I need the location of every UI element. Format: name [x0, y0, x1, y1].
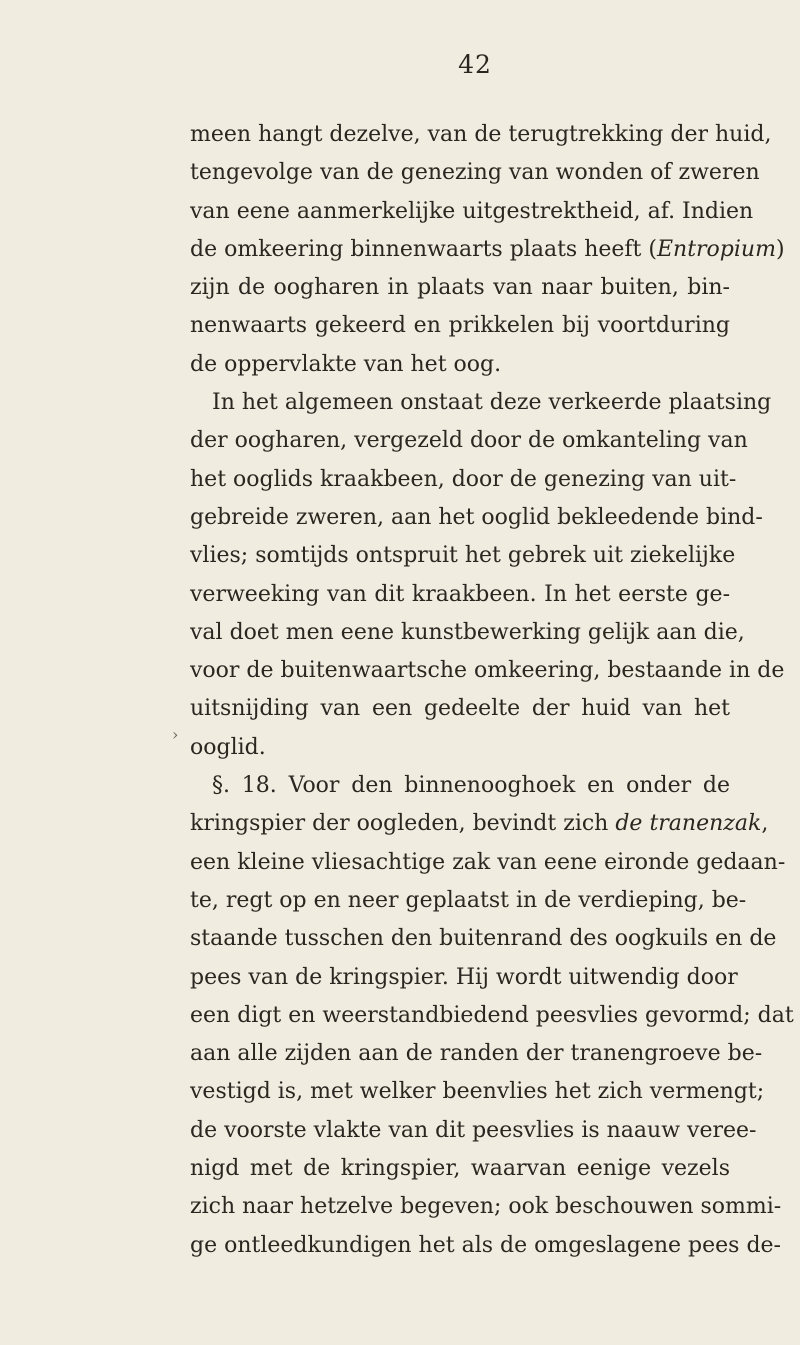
text-line: uitsnijding van een gedeelte der huid van het — [190, 696, 730, 722]
page-number: 42 — [458, 50, 492, 79]
text-line: vestigd is, met welker beenvlies het zich vermengt; — [190, 1079, 765, 1105]
text-line: zich naar hetzelve begeven; ook beschouwen sommi- — [190, 1194, 782, 1220]
text-line: kringspier der oogleden, bevindt zich de tranenzak, — [190, 811, 769, 837]
text-line: zijn de oogharen in plaats van naar buiten, bin- — [190, 275, 730, 301]
text-line: voor de buitenwaartsche omkeering, bestaande in de — [190, 658, 785, 684]
text-line: gebreide zweren, aan het ooglid bekleedende bind- — [190, 504, 763, 530]
text-line: aan alle zijden aan de randen der tranengroeve be- — [190, 1041, 763, 1067]
body-text — [190, 116, 794, 1265]
text-line: ge ontleedkundigen het als de omgeslagene pees de- — [190, 1232, 781, 1258]
text-line: een kleine vliesachtige zak van eene eironde gedaan- — [190, 849, 786, 875]
term-tranenzak: de tranenzak — [615, 811, 762, 837]
term-entropium: Entropium — [656, 236, 776, 262]
text-line: staande tusschen den buitenrand des oogkuils en de — [190, 926, 777, 952]
text-line: val doet men eene kunstbewerking gelijk aan die, — [190, 619, 745, 645]
text-line: een digt en weerstandbiedend peesvlies gevormd; dat — [190, 1002, 794, 1028]
text-line: ooglid. — [190, 734, 266, 760]
text-line: der oogharen, vergezeld door de omkanteling van — [190, 428, 748, 454]
margin-mark: › — [172, 725, 179, 744]
text-line: nigd met de kringspier, waarvan eenige vezels — [190, 1156, 730, 1182]
text-line: tengevolge van de genezing van wonden of zweren — [190, 160, 760, 186]
text-line: pees van de kringspier. Hij wordt uitwendig door — [190, 964, 738, 990]
text-line: de voorste vlakte van dit peesvlies is naauw veree- — [190, 1117, 757, 1143]
text-line: vlies; somtijds ontspruit het gebrek uit ziekelijke — [190, 543, 736, 569]
section-heading-line: §. 18. Voor den binnenooghoek en onder de — [212, 773, 730, 799]
text-line: In het algemeen onstaat deze verkeerde plaatsing — [212, 390, 772, 416]
text-line: de oppervlakte van het oog. — [190, 351, 502, 377]
text-line: de omkeering binnenwaarts plaats heeft (Entropium) — [190, 236, 785, 262]
text-line: het ooglids kraakbeen, door de genezing van uit- — [190, 466, 737, 492]
text-line: van eene aanmerkelijke uitgestrektheid, af. Indien — [190, 198, 754, 224]
text-line: te, regt op en neer geplaatst in de verdieping, be- — [190, 887, 747, 913]
text-line: meen hangt dezelve, van de terugtrekking der huid, — [190, 122, 772, 147]
text-line: verweeking van dit kraakbeen. In het eerste ge- — [190, 581, 730, 607]
text-line: nenwaarts gekeerd en prikkelen bij voortduring — [190, 313, 730, 339]
